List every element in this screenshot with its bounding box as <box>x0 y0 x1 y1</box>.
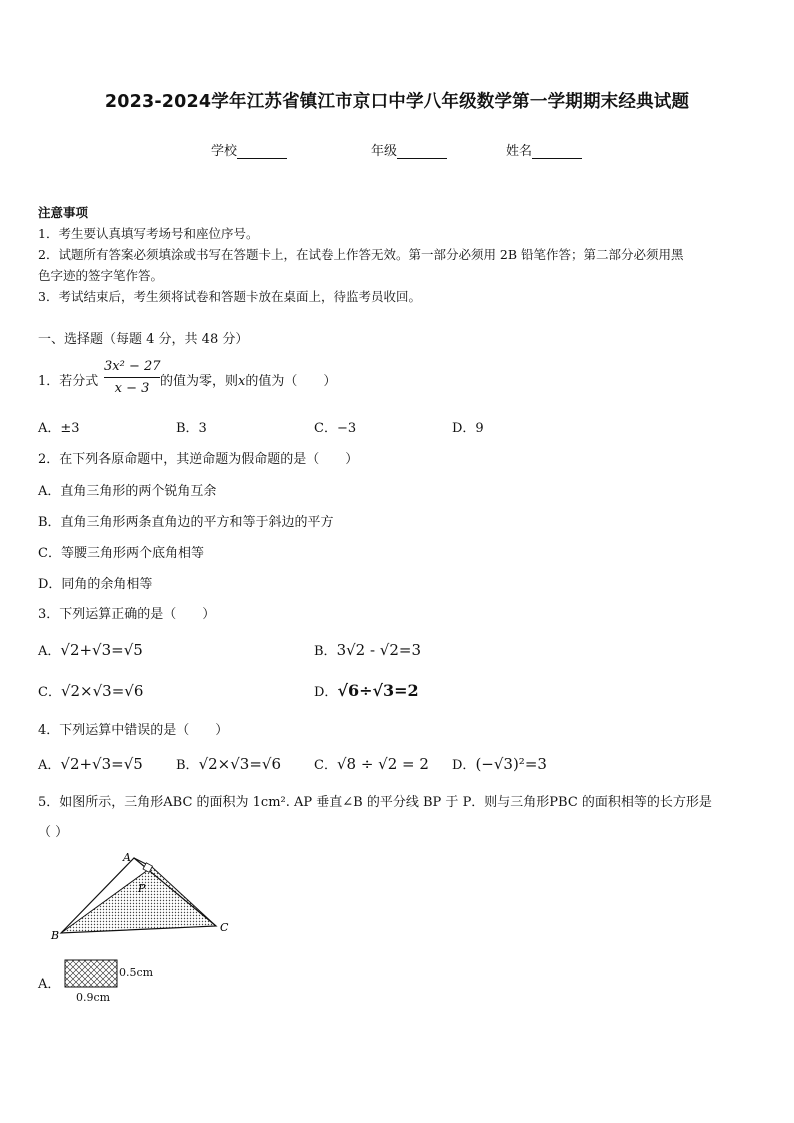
q1-fraction-bar <box>104 377 160 378</box>
school-field <box>211 140 287 159</box>
notice-item-2: 2．试题所有答案必须填涂或书写在答题卡上，在试卷上作答无效。第一部分必须用 2B 铅笔作答；第二部分必须用黑 <box>38 247 684 262</box>
q3-stem: 3．下列运算正确的是（ ） <box>38 607 216 622</box>
q2-option-c[interactable]: C．等腰三角形两个底角相等 <box>38 546 204 561</box>
q5-option-a-width: 0.9cm <box>76 991 111 1004</box>
q4-option-d-expr: (−√3)²=3 <box>475 755 547 773</box>
name-field <box>506 140 582 159</box>
q4-option-b[interactable] <box>176 754 281 773</box>
q5-stem: 5．如图所示，三角形ABC 的面积为 1cm². AP 垂直∠B 的平分线 BP 于 P．则与三角形PBC 的面积相等的长方形是 <box>38 795 712 810</box>
q2-option-b[interactable]: B．直角三角形两条直角边的平方和等于斜边的平方 <box>38 515 334 530</box>
q4-stem: 4．下列运算中错误的是（ ） <box>38 723 229 738</box>
notice-item-2-cont: 色字迹的签字笔作答。 <box>38 268 164 283</box>
name-label: 姓名 <box>506 144 533 159</box>
notice-item-1: 1．考生要认真填写考场号和座位序号。 <box>38 226 259 241</box>
notice-item-3: 3．考试结束后，考生须将试卷和答题卡放在桌面上，待监考员收回。 <box>38 289 421 304</box>
q3-option-c-expr: √2×√3=√6 <box>60 682 144 700</box>
grade-label: 年级 <box>371 144 398 159</box>
q3-option-b-label: B． <box>314 644 337 659</box>
q4-option-b-expr: √2×√3=√6 <box>198 755 282 773</box>
q1-option-d[interactable]: D．9 <box>452 421 484 436</box>
section-heading: 一、选择题（每题 4 分，共 48 分） <box>38 332 249 347</box>
q2-option-a[interactable]: A．直角三角形的两个锐角互余 <box>38 484 217 499</box>
q4-option-d[interactable] <box>452 754 547 773</box>
name-blank[interactable] <box>532 146 582 159</box>
school-label: 学校 <box>211 144 238 159</box>
school-blank[interactable] <box>237 146 287 159</box>
q2-option-d[interactable]: D．同角的余角相等 <box>38 577 153 592</box>
q1-option-a[interactable]: A．±3 <box>38 421 80 436</box>
q5-paren: （ ） <box>38 825 69 840</box>
q3-option-d-expr: √6÷√3=2 <box>337 681 419 700</box>
q1-option-c[interactable]: C．−3 <box>314 421 357 436</box>
q1-stem-b-text: 的值为零，则 <box>160 374 239 389</box>
q3-option-c[interactable] <box>38 681 143 700</box>
q4-option-a[interactable] <box>38 754 143 773</box>
q4-option-c[interactable] <box>314 754 429 773</box>
q5-option-a-rectangle[interactable] <box>64 958 120 990</box>
q4-option-a-expr: √2+√3=√5 <box>60 755 143 773</box>
page-title: 2023-2024学年江苏省镇江市京口中学八年级数学第一学期期末经典试题 <box>104 92 690 112</box>
q3-option-d-label: D． <box>314 685 338 700</box>
q5-option-a-label[interactable]: A． <box>38 977 61 992</box>
grade-blank[interactable] <box>397 146 447 159</box>
label-b: B <box>51 929 60 942</box>
q4-option-c-expr: √8 ÷ √2 = 2 <box>336 755 429 773</box>
q3-option-a-expr: √2+√3=√5 <box>60 641 143 659</box>
q1-stem-b <box>160 370 336 389</box>
q1-option-b[interactable]: B．3 <box>176 421 207 436</box>
q4-option-d-label: D． <box>452 758 476 773</box>
q5-triangle-figure <box>36 848 236 943</box>
grade-field <box>371 140 447 159</box>
q4-option-c-label: C． <box>314 758 337 773</box>
label-c: C <box>220 921 229 934</box>
q3-option-b-expr: 3√2 - √2=3 <box>336 641 422 659</box>
q3-option-b[interactable] <box>314 640 421 659</box>
q1-denominator: x − 3 <box>114 381 150 396</box>
q1-var: x <box>238 374 246 389</box>
q3-option-d[interactable] <box>314 681 419 700</box>
q3-option-c-label: C． <box>38 685 61 700</box>
label-a: A <box>123 851 131 864</box>
q1-stem-c: 的值为（ ） <box>245 374 337 389</box>
label-p: P <box>138 882 146 895</box>
q5-option-a-height: 0.5cm <box>119 966 154 979</box>
notice-heading: 注意事项 <box>38 205 89 220</box>
q4-option-a-label: A． <box>38 758 61 773</box>
q1-numerator: 3x² − 27 <box>104 359 161 374</box>
q1-stem-a: 1．若分式 <box>38 374 99 389</box>
q3-option-a[interactable] <box>38 640 143 659</box>
q3-option-a-label: A． <box>38 644 61 659</box>
q2-stem: 2．在下列各原命题中，其逆命题为假命题的是（ ） <box>38 452 359 467</box>
q4-option-b-label: B． <box>176 758 199 773</box>
